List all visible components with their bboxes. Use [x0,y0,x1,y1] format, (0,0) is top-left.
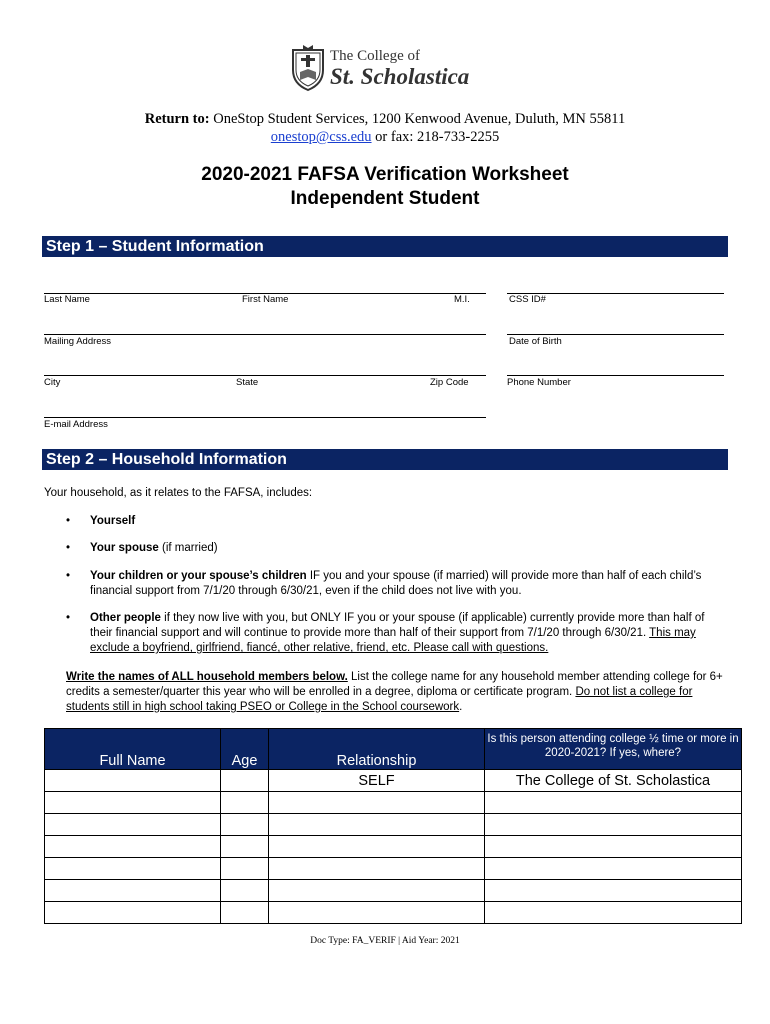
household-table [44,728,742,924]
dob-field[interactable] [507,334,724,335]
page-title: 2020-2021 FAFSA Verification Worksheet [201,164,569,185]
cell-age[interactable] [221,814,269,836]
phone-field[interactable] [507,375,724,376]
fax-text: or fax: 218-733-2255 [375,129,500,145]
cell-full-name[interactable] [45,770,221,792]
cell-full-name[interactable] [45,880,221,902]
table-row [45,814,742,836]
cell-college[interactable] [485,814,742,836]
bullet-dot-icon: • [66,515,71,527]
table-row [45,836,742,858]
table-body [45,770,742,924]
table-row [45,902,742,924]
logo-line-1: The College of [330,48,420,64]
bullet-text: if they now live with you, but ONLY IF you or your spouse (if applicable) currently provide more than half of their financial support and will continue to provide more than half of their support from 7/1/20 through 6/30/21. [90,612,705,639]
page-subtitle: Independent Student [290,188,480,209]
cell-full-name[interactable] [45,792,221,814]
email-label: E-mail Address [44,419,108,430]
table-row [45,858,742,880]
cell-full-name[interactable] [45,902,221,924]
cell-age[interactable] [221,770,269,792]
college-logo [290,44,490,100]
bullet-yourself [66,514,730,529]
logo-line-2: St. Scholastica [330,64,470,89]
table-header-row [45,729,742,770]
cell-college[interactable] [485,792,742,814]
bullet-dot-icon: • [66,570,71,582]
state-label: State [236,377,259,388]
cell-age[interactable] [221,858,269,880]
instructions-underline: Do not list a college for students still in high school taking PSEO or College in the School coursework [66,686,693,713]
header-relationship: Relationship [269,729,485,770]
cell-college[interactable] [485,858,742,880]
table-row [45,880,742,902]
cell-full-name[interactable] [45,814,221,836]
college-crest-icon [290,44,326,92]
cell-college[interactable] [485,880,742,902]
cell-age[interactable] [221,880,269,902]
css-id-label: CSS ID# [509,294,546,305]
cell-relationship[interactable] [269,902,485,924]
cell-age[interactable] [221,792,269,814]
cell-full-name[interactable] [45,858,221,880]
city-field[interactable] [44,375,486,376]
bullet-bold: Your children or your spouse’s children [90,570,307,582]
last-name-label: Last Name [44,294,90,305]
doc-footer: Doc Type: FA_VERIF | Aid Year: 2021 [310,936,460,946]
contact-line [0,129,770,146]
return-label: Return to: [144,111,210,127]
email-field[interactable] [44,417,486,418]
header-age: Age [221,729,269,770]
bullet-bold: Your spouse [90,542,159,554]
return-address [0,111,770,128]
cell-age[interactable] [221,836,269,858]
header-college: Is this person attending college ½ time or more in 2020-2021? If yes, where? [485,729,742,770]
email-link[interactable]: onestop@css.edu [270,129,372,145]
cell-relationship[interactable] [269,792,485,814]
bullet-underline: This may exclude a boyfriend, girlfriend, fiancé, other relative, friend, etc. Please call with questions. [90,627,696,654]
bullet-bold: Other people [90,612,161,624]
instructions-bold: Write the names of ALL household members below. [66,671,348,683]
bullet-spouse [66,541,730,556]
mailing-address-field[interactable] [44,334,486,335]
step1-heading: Step 1 – Student Information [42,236,728,257]
bullet-text: (if married) [158,542,218,554]
bullet-bold: Yourself [90,515,136,527]
table-row [45,770,742,792]
cell-relationship[interactable]: SELF [269,770,485,792]
cell-age[interactable] [221,902,269,924]
household-instructions [66,670,730,715]
household-intro: Your household, as it relates to the FAFSA, includes: [44,487,313,499]
header-full-name: Full Name [45,729,221,770]
city-label: City [44,377,61,388]
cell-relationship[interactable] [269,858,485,880]
mailing-address-label: Mailing Address [44,336,112,347]
cell-relationship[interactable] [269,814,485,836]
instructions-text: List the college name for any household member attending college for 6+ credits a semester/quarter this year who will be enrolled in a degree, diploma or certificate program. [66,671,723,698]
table-row [45,792,742,814]
bullet-other-people [66,611,730,656]
phone-label: Phone Number [507,377,571,388]
cell-relationship[interactable] [269,836,485,858]
instructions-end: . [459,701,463,713]
return-address-text: OneStop Student Services, 1200 Kenwood Avenue, Duluth, MN 55811 [213,111,626,127]
bullet-dot-icon: • [66,612,71,624]
mi-label: M.I. [454,294,470,305]
step2-heading: Step 2 – Household Information [42,449,728,470]
dob-label: Date of Birth [509,336,562,347]
bullet-dot-icon: • [66,542,71,554]
cell-college[interactable] [485,836,742,858]
bullet-text: IF you and your spouse (if married) will provide more than half of each child’s financial support from 7/1/20 through 6/30/21, even if the child does not live with you. [90,570,702,597]
cell-full-name[interactable] [45,836,221,858]
zip-label: Zip Code [430,377,469,388]
cell-college[interactable] [485,902,742,924]
cell-relationship[interactable] [269,880,485,902]
cell-college[interactable]: The College of St. Scholastica [485,770,742,792]
bullet-children [66,569,730,599]
first-name-label: First Name [242,294,289,305]
